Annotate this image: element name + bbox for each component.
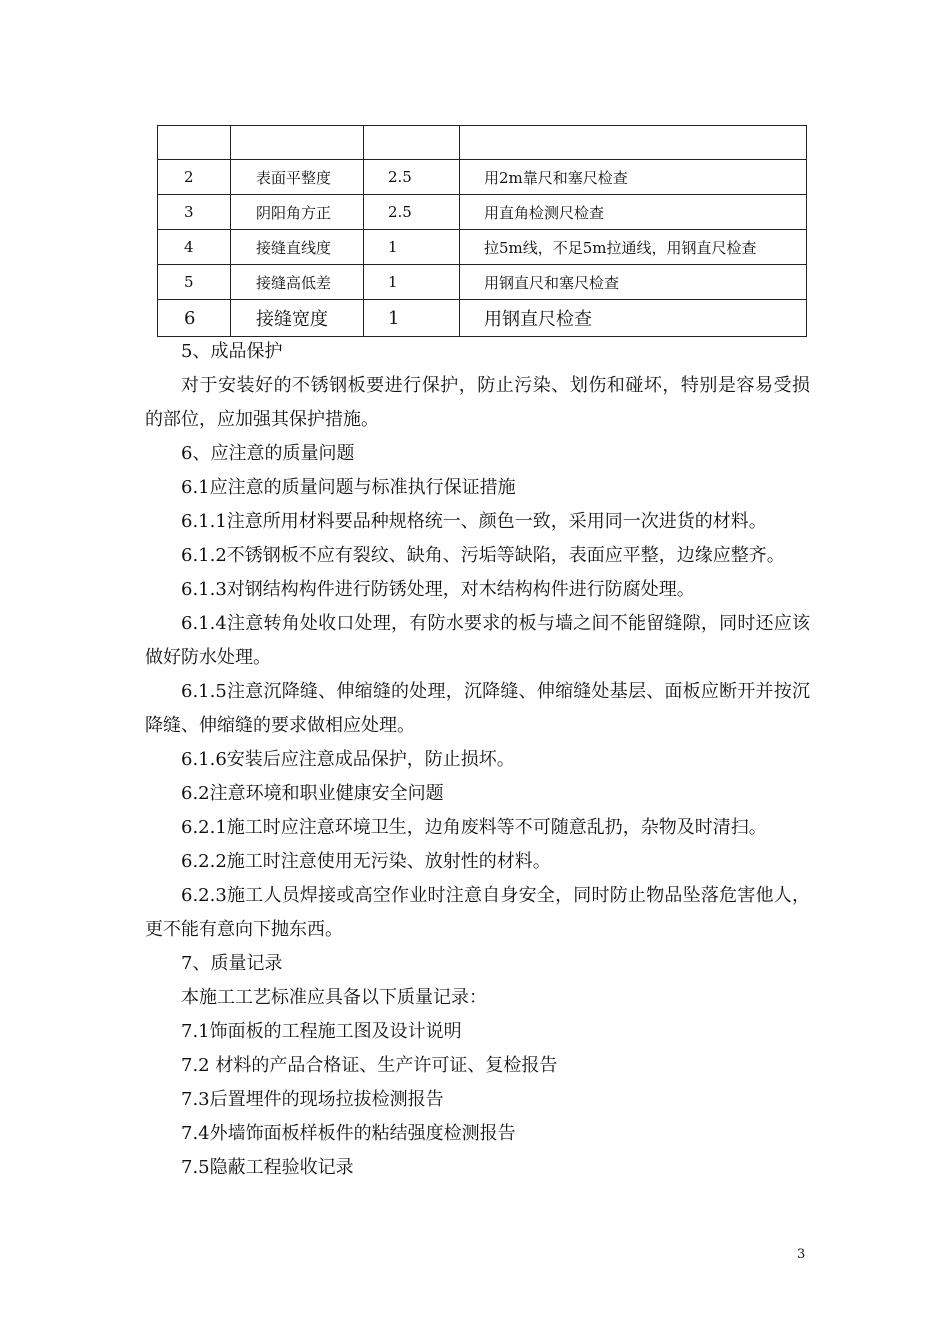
tolerance-table [157,125,807,337]
paragraph: 6.2.1施工时应注意环境卫生，边角废料等不可随意乱扔，杂物及时清扫。 [181,817,767,838]
paragraph: 6.2.3施工人员焊接或高空作业时注意自身安全，同时防止物品坠落危害他人，更不能有意向下抛东西。 [145,885,810,940]
table-row [158,195,807,230]
cell-item [231,126,364,160]
cell-no [158,126,231,160]
cell-no: 2 [158,160,231,195]
cell-value: 1 [364,300,460,337]
cell-item: 接缝高低差 [231,265,364,300]
body-text [145,335,810,1185]
section-heading: 5、成品保护 [181,341,283,362]
list-item: 7.3后置埋件的现场拉拔检测报告 [181,1089,444,1110]
subsection-heading: 6.2注意环境和职业健康安全问题 [181,783,444,804]
cell-value: 2.5 [364,195,460,230]
table-row [158,160,807,195]
paragraph: 本施工工艺标准应具备以下质量记录： [181,987,487,1008]
cell-method [460,126,807,160]
paragraph: 6.1.1注意所用材料要品种规格统一、颜色一致，采用同一次进货的材料。 [181,511,767,532]
cell-no: 5 [158,265,231,300]
list-item: 7.1饰面板的工程施工图及设计说明 [181,1021,462,1042]
cell-no: 3 [158,195,231,230]
table-row [158,265,807,300]
list-item: 7.4外墙饰面板样板件的粘结强度检测报告 [181,1123,516,1144]
paragraph: 6.1.2不锈钢板不应有裂纹、缺角、污垢等缺陷，表面应平整，边缘应整齐。 [181,545,785,566]
cell-no: 6 [158,300,231,337]
page-number: 3 [797,1247,806,1262]
table-row [158,230,807,265]
cell-item: 接缝直线度 [231,230,364,265]
cell-item: 表面平整度 [231,160,364,195]
cell-value: 2.5 [364,160,460,195]
subsection-heading: 6.1应注意的质量问题与标准执行保证措施 [181,477,516,498]
cell-method: 拉5m线，不足5m拉通线，用钢直尺检查 [460,230,807,265]
cell-item: 阴阳角方正 [231,195,364,230]
paragraph: 6.1.4注意转角处收口处理，有防水要求的板与墙之间不能留缝隙，同时还应该做好防水处理。 [145,613,810,668]
cell-item: 接缝宽度 [231,300,364,337]
list-item: 7.5隐蔽工程验收记录 [181,1157,354,1178]
paragraph: 6.1.5注意沉降缝、伸缩缝的处理，沉降缝、伸缩缝处基层、面板应断开并按沉降缝、伸缩缝的要求做相应处理。 [145,681,810,736]
list-item: 7.2 材料的产品合格证、生产许可证、复检报告 [181,1055,558,1076]
table-row [158,126,807,160]
section-heading: 7、质量记录 [181,953,283,974]
cell-value: 1 [364,265,460,300]
paragraph: 对于安装好的不锈钢板要进行保护，防止污染、划伤和碰坏，特别是容易受损的部位，应加强其保护措施。 [145,375,810,430]
cell-value: 1 [364,230,460,265]
paragraph: 6.1.6安装后应注意成品保护，防止损坏。 [181,749,515,770]
cell-value [364,126,460,160]
cell-method: 用钢直尺和塞尺检查 [460,265,807,300]
paragraph: 6.1.3对钢结构构件进行防锈处理，对木结构构件进行防腐处理。 [181,579,695,600]
paragraph: 6.2.2施工时注意使用无污染、放射性的材料。 [181,851,551,872]
cell-method: 用2m靠尺和塞尺检查 [460,160,807,195]
cell-method: 用钢直尺检查 [460,300,807,337]
cell-method: 用直角检测尺检查 [460,195,807,230]
table-row [158,300,807,337]
cell-no: 4 [158,230,231,265]
section-heading: 6、应注意的质量问题 [181,443,355,464]
